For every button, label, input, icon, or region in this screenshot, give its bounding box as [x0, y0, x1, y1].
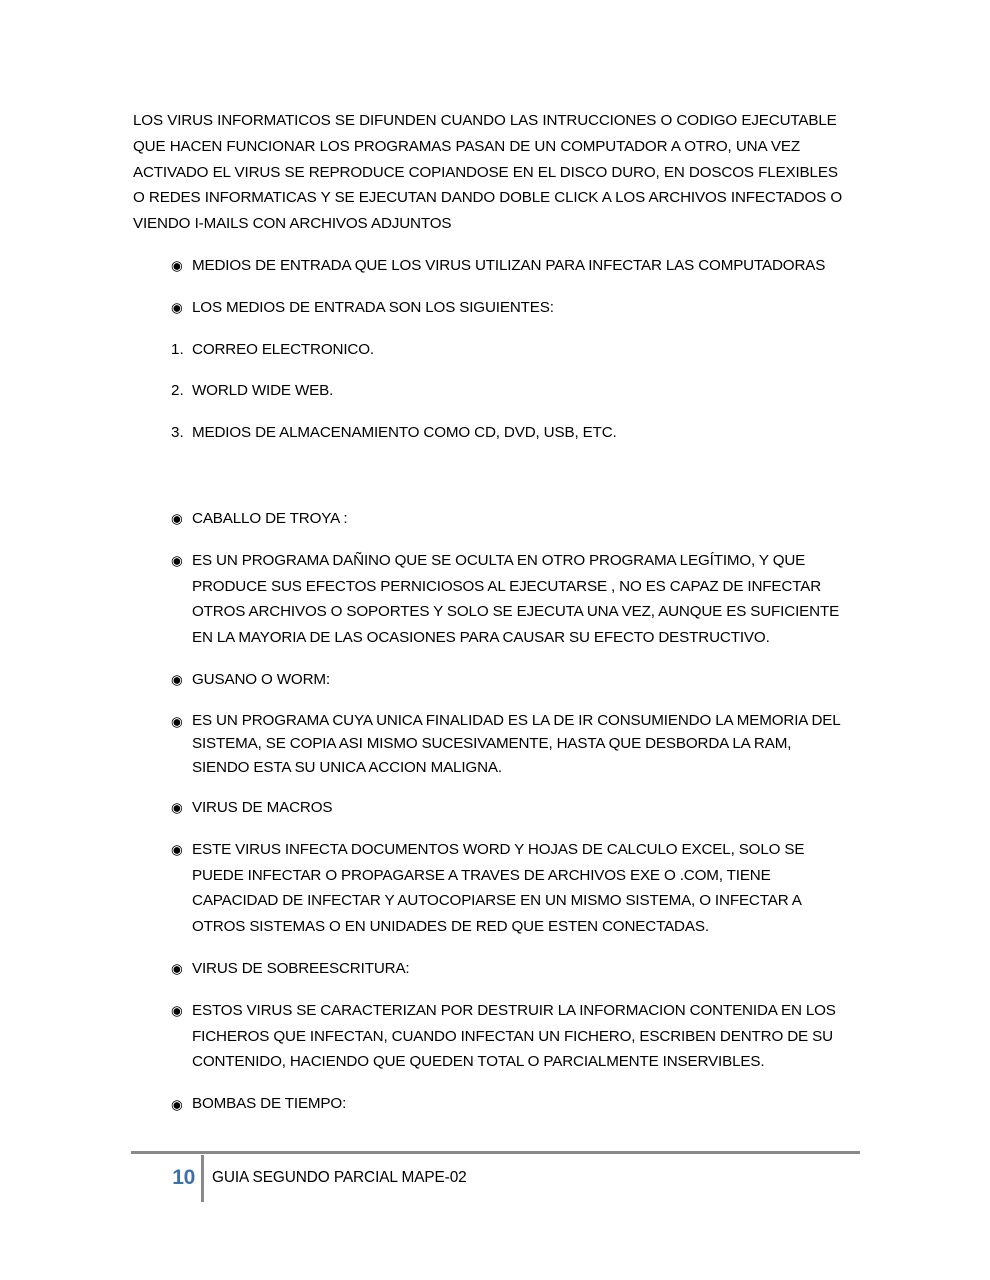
- page-footer: [0, 1151, 990, 1251]
- list-item-label: VIRUS DE MACROS: [192, 798, 333, 816]
- list-item: [133, 420, 848, 446]
- list-item-label: LOS MEDIOS DE ENTRADA SON LOS SIGUIENTES:: [192, 298, 554, 316]
- list-number: 3.: [171, 424, 184, 442]
- bullet-icon: ◉: [171, 1003, 183, 1019]
- bullet-icon: ◉: [171, 714, 183, 730]
- document-body: [133, 108, 848, 1117]
- list-item-label: CORREO ELECTRONICO.: [192, 340, 374, 358]
- bullet-icon: ◉: [171, 800, 183, 816]
- bullet-icon: ◉: [171, 1096, 183, 1112]
- content-list: [133, 253, 848, 1117]
- list-item: [133, 837, 848, 940]
- list-item-label: ESTE VIRUS INFECTA DOCUMENTOS WORD Y HOJAS DE CALCULO EXCEL, SOLO SE PUEDE INFECTAR O PROPAGARSE A TRAVES DE ARCHIVOS EXE O .COM, TIENE CAPACIDAD DE INFECTAR Y AUTOCOPIARSE EN UN MISMO SISTEMA, O INFECTAR A OTROS SISTEMAS O EN UNIDADES DE RED QUE ESTEN CONECTADAS.: [192, 840, 805, 936]
- list-number: 2.: [171, 382, 184, 400]
- list-item-label: MEDIOS DE ALMACENAMIENTO COMO CD, DVD, USB, ETC.: [192, 424, 617, 442]
- footer-divider: [201, 1155, 204, 1202]
- bullet-icon: ◉: [171, 553, 183, 569]
- list-item: [133, 998, 848, 1075]
- list-item: [133, 956, 848, 982]
- bullet-icon: ◉: [171, 258, 183, 274]
- list-item-label: GUSANO O WORM:: [192, 670, 330, 688]
- list-item: [133, 253, 848, 279]
- bullet-icon: ◉: [171, 961, 183, 977]
- list-item: [133, 1091, 848, 1117]
- bullet-icon: ◉: [171, 300, 183, 316]
- intro-paragraph: LOS VIRUS INFORMATICOS SE DIFUNDEN CUANDO LAS INTRUCCIONES O CODIGO EJECUTABLE QUE HACEN FUNCIONAR LOS PROGRAMAS PASAN DE UN COMPUTADOR A OTRO, UNA VEZ ACTIVADO EL VIRUS SE REPRODUCE COPIANDOSE EN EL DISCO DURO, EN DOSCOS FLEXIBLES O REDES INFORMATICAS Y SE EJECUTAN DANDO DOBLE CLICK A LOS ARCHIVOS INFECTADOS O VIENDO I-MAILS CON ARCHIVOS ADJUNTOS: [133, 112, 843, 233]
- list-item: [133, 795, 848, 821]
- list-item: [133, 337, 848, 363]
- list-item-label: ESTOS VIRUS SE CARACTERIZAN POR DESTRUIR LA INFORMACION CONTENIDA EN LOS FICHEROS QUE INFECTAN, CUANDO INFECTAN UN FICHERO, ESCRIBEN DENTRO DE SU CONTENIDO, HACIENDO QUE QUEDEN TOTAL O PARCIALMENTE INSERVIBLES.: [192, 1001, 836, 1071]
- list-item-label: ES UN PROGRAMA CUYA UNICA FINALIDAD ES LA DE IR CONSUMIENDO LA MEMORIA DEL SISTEMA, SE COPIA ASI MISMO SUCESIVAMENTE, HASTA QUE DESBORDA LA RAM, SIENDO ESTA SU UNICA ACCION MALIGNA.: [192, 711, 841, 776]
- list-item: [133, 709, 848, 779]
- list-item: [133, 295, 848, 321]
- page-number: 10: [172, 1166, 195, 1189]
- list-item-label: CABALLO DE TROYA :: [192, 509, 348, 527]
- list-item-label: ES UN PROGRAMA DAÑINO QUE SE OCULTA EN OTRO PROGRAMA LEGÍTIMO, Y QUE PRODUCE SUS EFECTOS PERNICIOSOS AL EJECUTARSE , NO ES CAPAZ DE INFECTAR OTROS ARCHIVOS O SOPORTES Y SOLO SE EJECUTA UNA VEZ, AUNQUE ES SUFICIENTE EN LA MAYORIA DE LAS OCASIONES PARA CAUSAR SU EFECTO DESTRUCTIVO.: [192, 551, 840, 647]
- list-item-label: MEDIOS DE ENTRADA QUE LOS VIRUS UTILIZAN PARA INFECTAR LAS COMPUTADORAS: [192, 256, 826, 274]
- list-number: 1.: [171, 340, 184, 358]
- bullet-icon: ◉: [171, 672, 183, 688]
- bullet-icon: ◉: [171, 511, 183, 527]
- list-item: [133, 667, 848, 693]
- list-item-label: BOMBAS DE TIEMPO:: [192, 1095, 347, 1113]
- list-item-label: VIRUS DE SOBREESCRITURA:: [192, 959, 410, 977]
- list-item: [133, 548, 848, 651]
- footer-rule: [131, 1151, 860, 1154]
- bullet-icon: ◉: [171, 842, 183, 858]
- list-item-label: WORLD WIDE WEB.: [192, 382, 334, 400]
- list-item: [133, 378, 848, 404]
- list-item: [133, 506, 848, 532]
- footer-title: GUIA SEGUNDO PARCIAL MAPE-02: [212, 1169, 467, 1186]
